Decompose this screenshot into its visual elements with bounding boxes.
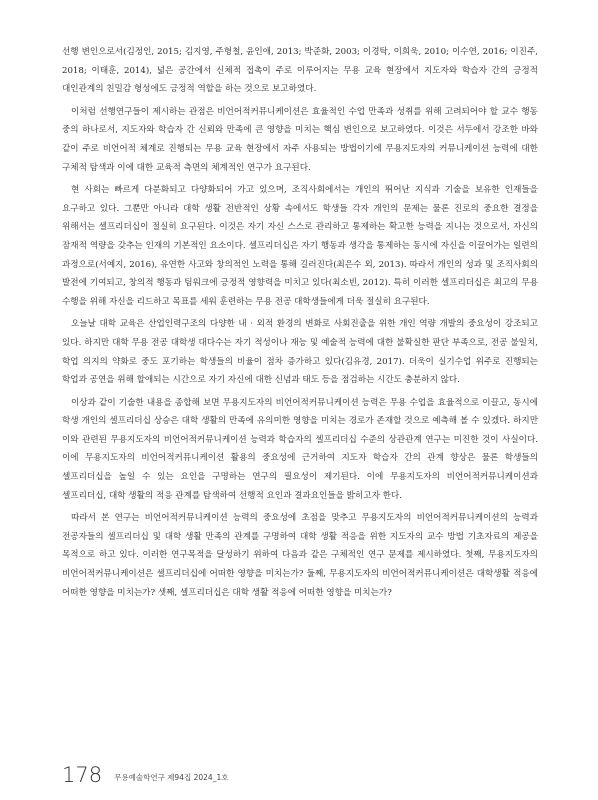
paragraph-self-leadership: 현 사회는 빠르게 다분화되고 다양화되어 가고 있으며, 조직사회에서는 개인의 뛰어난 지식과 기술을 보유한 인재들을 요구하고 있다. 그뿐만 아니라 대학 생활 전반적인 상황 속에서도 학생들 각자 개인의 문제는 물론 진로의 중요한 결정을 위해서는 셀프리더십이 절실히 요구된다. 이것은 자기 자신 스스로 관리하고 통제하는 확고한 능력을 지니는 것으로서, 자신의 잠재적 역량을 갖추는 인재의 기본적인 요소이다. 셀프리더십은 자기 행동과 생각을 통제하는 동시에 자신을 이끌어가는 일련의 과정으로(서예지, 2016), 유연한 사고와 창의적인 노력을 통해 길러진다(최은수 외, 2013). 따라서 개인의 성과 및 조직사회의 발전에 기여되고, 창의적 행동과 팀워크에 긍정적 영향력을 미치고 있다(최소빈, 2012). 특히 이러한 셀프리더십은 최고의 무용 수행을 위해 자신을 리드하고 목표를 세워 훈련하는 무용 전공 대학생들에게 더욱 절실히 요구된다.: [62, 185, 538, 307]
page-body: [62, 43, 538, 606]
paragraph-research-questions: 따라서 본 연구는 비언어적커뮤니케이션 능력의 중요성에 초점을 맞추고 무용지도자의 비언어적커뮤니케이션의 능력과 전공자들의 셀프리더십 및 대학 생활 만족의 관계를 구명하여 대학 생활 적응을 위한 지도자의 교수 방법 기초자료의 제공을 목적으로 하고 있다. 이러한 연구목적을 달성하기 위하여 다음과 같은 구체적인 연구 문제를 제시하였다. 첫째, 무용지도자의 비언어적커뮤니케이션은 셀프리더십에 어떠한 영향을 미치는가? 둘째, 무용지도자의 비언어적커뮤니케이션은 대학생활 적응에 어떠한 영향을 미치는가? 셋째, 셀프리더십은 대학 생활 적응에 어떠한 영향을 미치는가?: [62, 513, 538, 598]
paragraph-continuation: 선행 변인으로서(김정인, 2015; 김지영, 주형철, 윤인애, 2013; 박준화, 2003; 이경탁, 이희욱, 2010; 이수연, 2016; 이진주, 2018; 이태훈, 2014), 넓은 공간에서 신체적 접촉이 주로 이루어지는 무용 교육 현장에서 지도자와 학습자 간의 긍정적 대인관계의 친밀감 형성에도 긍정적 역할을 하는 것으로 보고하였다.: [62, 47, 538, 95]
paragraph-nonverbal-perspective: 이처럼 선행연구들이 제시하는 관점은 비언어적커뮤니케이션은 효율적인 수업 만족과 성취를 위해 고려되어야 할 교수 행동 중의 하나로서, 지도자와 학습자 간 신뢰와 만족에 큰 영향을 미치는 핵심 변인으로 보고하였다. 이것은 서두에서 강조한 바와 같이 주로 비언어적 체계로 진행되는 무용 교육 현장에서 자주 사용되는 방법이기에 무용지도자의 커뮤니케이션 능력에 대한 구체적 탐색과 이에 대한 교육적 측면의 체계적인 연구가 요구된다.: [62, 106, 538, 173]
page-number: 178: [62, 763, 103, 787]
paragraph-university-education: 오늘날 대학 교육은 산업인력구조의 다양한 내 · 외적 환경의 변화로 사회진출을 위한 개인 역량 개발의 중요성이 강조되고 있다. 하지만 대학 무용 전공 대학생 대다수는 자기 적성이나 재능 및 예술적 능력에 대한 불확실한 판단 부족으로, 전공 불일치, 학업 의지의 약화로 중도 포기하는 학생들의 비율이 점차 증가하고 있다(김유경, 2017). 더욱이 실기수업 위주로 진행되는 학업과 공연을 위해 할애되는 시간으로 자기 자신에 대한 신념과 태도 등을 점검하는 시간도 충분하지 않다.: [62, 319, 538, 386]
journal-info: 무용예술학연구 제94집 2024_1호: [114, 773, 229, 782]
page-footer: [62, 760, 228, 786]
paragraph-summary: 이상과 같이 기술한 내용을 종합해 보면 무용지도자의 비언어적커뮤니케이션 능력은 무용 수업을 효율적으로 이끌고, 동시에 학생 개인의 셀프리더십 상승은 대학 생활의 만족에 유의미한 영향을 미치는 경로가 존재할 것으로 예측해 볼 수 있겠다. 하지만 이와 관련된 무용지도자의 비언어적커뮤니케이션 능력과 학습자의 셀프리더십 수준의 상관관계 연구는 미진한 것이 사실이다. 이에 무용지도자의 비언어적커뮤니케이션 활용의 중요성에 근거하여 지도자 학습자 간의 관계 향상은 물론 학생들의 셀프리더십을 높일 수 있는 요인을 구명하는 연구의 필요성이 제기된다. 이에 무용지도자의 비언어적커뮤니케이션과 셀프리더십, 대학 생활의 적응 관계를 탐색하여 선행적 요인과 결과요인들을 밝히고자 한다.: [62, 397, 538, 501]
